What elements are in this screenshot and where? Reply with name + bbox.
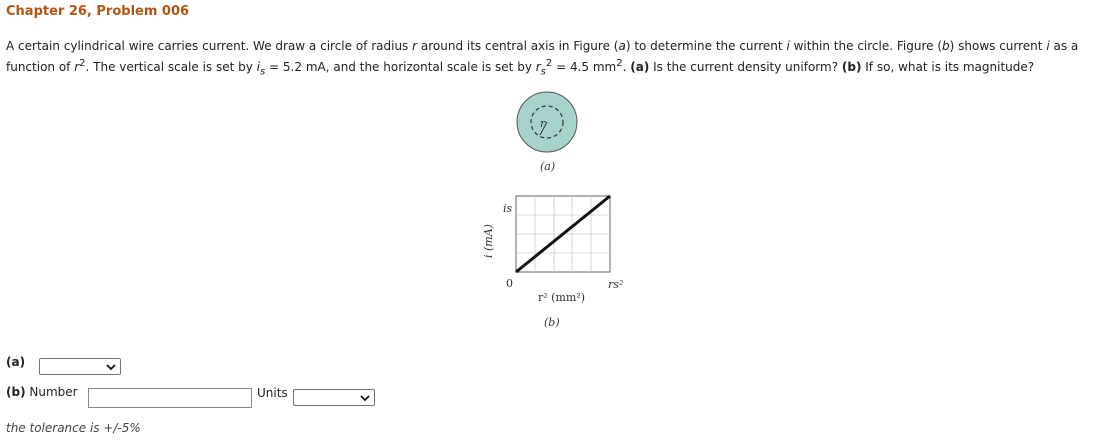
chevron-down-icon (106, 362, 116, 372)
answer-a-label: (a) (6, 355, 26, 369)
y-axis-label: i (mA) (482, 224, 495, 258)
radius-label: r (540, 117, 546, 130)
question-a-label: (a) (630, 60, 650, 74)
tolerance-note: the tolerance is +/-5% (6, 421, 141, 435)
figure-svg (470, 90, 640, 330)
caption-b: (b) (544, 316, 560, 329)
origin-label: 0 (506, 277, 513, 290)
y-tick-top: is (503, 202, 513, 215)
answer-b-label: (b) Number (6, 385, 78, 399)
x-axis-label: r² (mm²) (538, 291, 586, 304)
page-title: Chapter 26, Problem 006 (6, 4, 190, 19)
units-label: Units (257, 386, 288, 400)
problem-statement: A certain cylindrical wire carries current. We draw a circle of radius r around its central axis in Figure (a) to determine the current i within the circle. Figure (b) shows current i as a function of $r^2$. The vertical scale is set by $i_s = 5.2$ mA, and the horizontal scale is set by $r_s^2 = 4.5$ $mm^2$. (a) Is the current density uniform? (b) If so, what is its magnitude? (6, 39, 1079, 78)
answer-b-number-input[interactable] (88, 388, 252, 408)
caption-a: (a) (540, 160, 556, 173)
units-select[interactable] (293, 389, 375, 406)
answer-a-select[interactable] (39, 358, 121, 375)
x-tick-right: rs² (608, 278, 624, 291)
chevron-down-icon (360, 393, 370, 403)
question-b-label: (b) (841, 60, 862, 74)
figure (470, 90, 640, 330)
